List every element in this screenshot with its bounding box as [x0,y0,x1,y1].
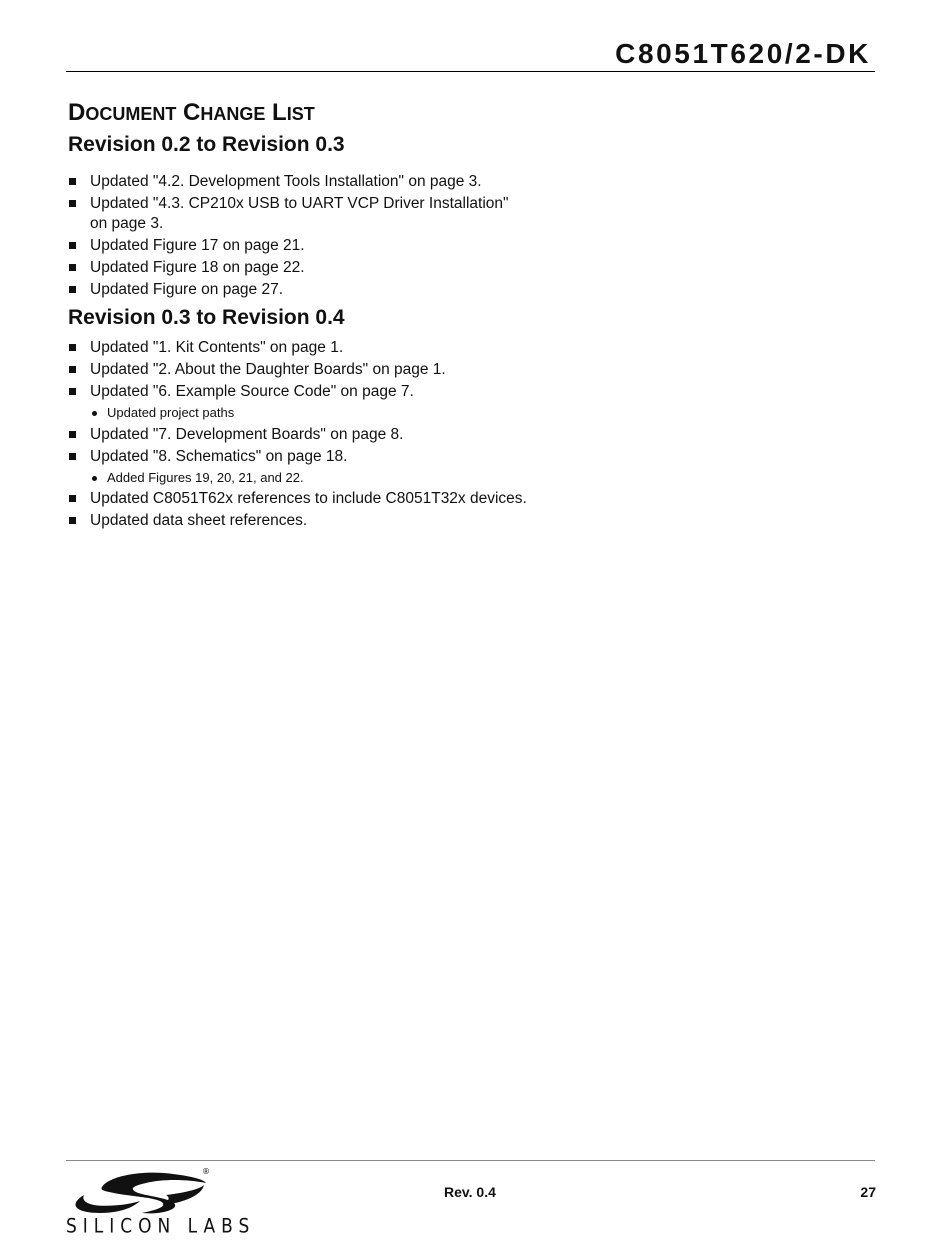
square-bullet-icon [69,344,76,351]
sub-list-item: Updated project paths [68,404,528,422]
page-number: 27 [860,1184,876,1200]
revision-list [68,489,528,531]
revision-list [68,338,528,402]
list-item: Updated "1. Kit Contents" on page 1. [68,338,528,358]
header-divider [66,71,875,72]
footer-divider [66,1160,875,1161]
silicon-labs-mark-icon [66,1165,216,1215]
list-item: Updated data sheet references. [68,511,528,531]
list-item: Updated "2. About the Daughter Boards" on page 1. [68,360,528,380]
silicon-labs-logo [66,1165,256,1238]
revision-list [68,172,528,299]
list-item: Updated "4.3. CP210x USB to UART VCP Driver Installation" on page 3. [68,194,528,233]
revision-label: Rev. 0.4 [444,1184,496,1200]
list-item: Updated Figure 17 on page 21. [68,236,528,256]
sub-list [68,469,528,487]
square-bullet-icon [69,178,76,185]
revision-heading: Revision 0.3 to Revision 0.4 [68,306,345,329]
list-item: Updated C8051T62x references to include C8051T32x devices. [68,489,528,509]
revision-list [68,425,528,467]
square-bullet-icon [69,495,76,502]
logo-wordmark: SILICON LABS [66,1215,256,1238]
sub-list [68,404,528,422]
change-list-content [68,98,528,533]
square-bullet-icon [69,388,76,395]
dot-bullet-icon [92,476,97,481]
revision-heading: Revision 0.2 to Revision 0.3 [68,133,345,156]
section-title: DOCUMENT CHANGE LIST [68,99,315,126]
document-product-title: C8051T620/2-DK [615,38,871,69]
list-item: Updated "4.2. Development Tools Installation" on page 3. [68,172,528,192]
sub-list-item: Added Figures 19, 20, 21, and 22. [68,469,528,487]
square-bullet-icon [69,264,76,271]
square-bullet-icon [69,242,76,249]
list-item: Updated Figure on page 27. [68,280,528,300]
square-bullet-icon [69,286,76,293]
square-bullet-icon [69,517,76,524]
list-item: Updated Figure 18 on page 22. [68,258,528,278]
list-item: Updated "6. Example Source Code" on page 7. [68,382,528,402]
list-item: Updated "7. Development Boards" on page 8. [68,425,528,445]
square-bullet-icon [69,366,76,373]
square-bullet-icon [69,453,76,460]
square-bullet-icon [69,431,76,438]
svg-text:®: ® [202,1167,210,1176]
dot-bullet-icon [92,411,97,416]
list-item: Updated "8. Schematics" on page 18. [68,447,528,467]
square-bullet-icon [69,200,76,207]
